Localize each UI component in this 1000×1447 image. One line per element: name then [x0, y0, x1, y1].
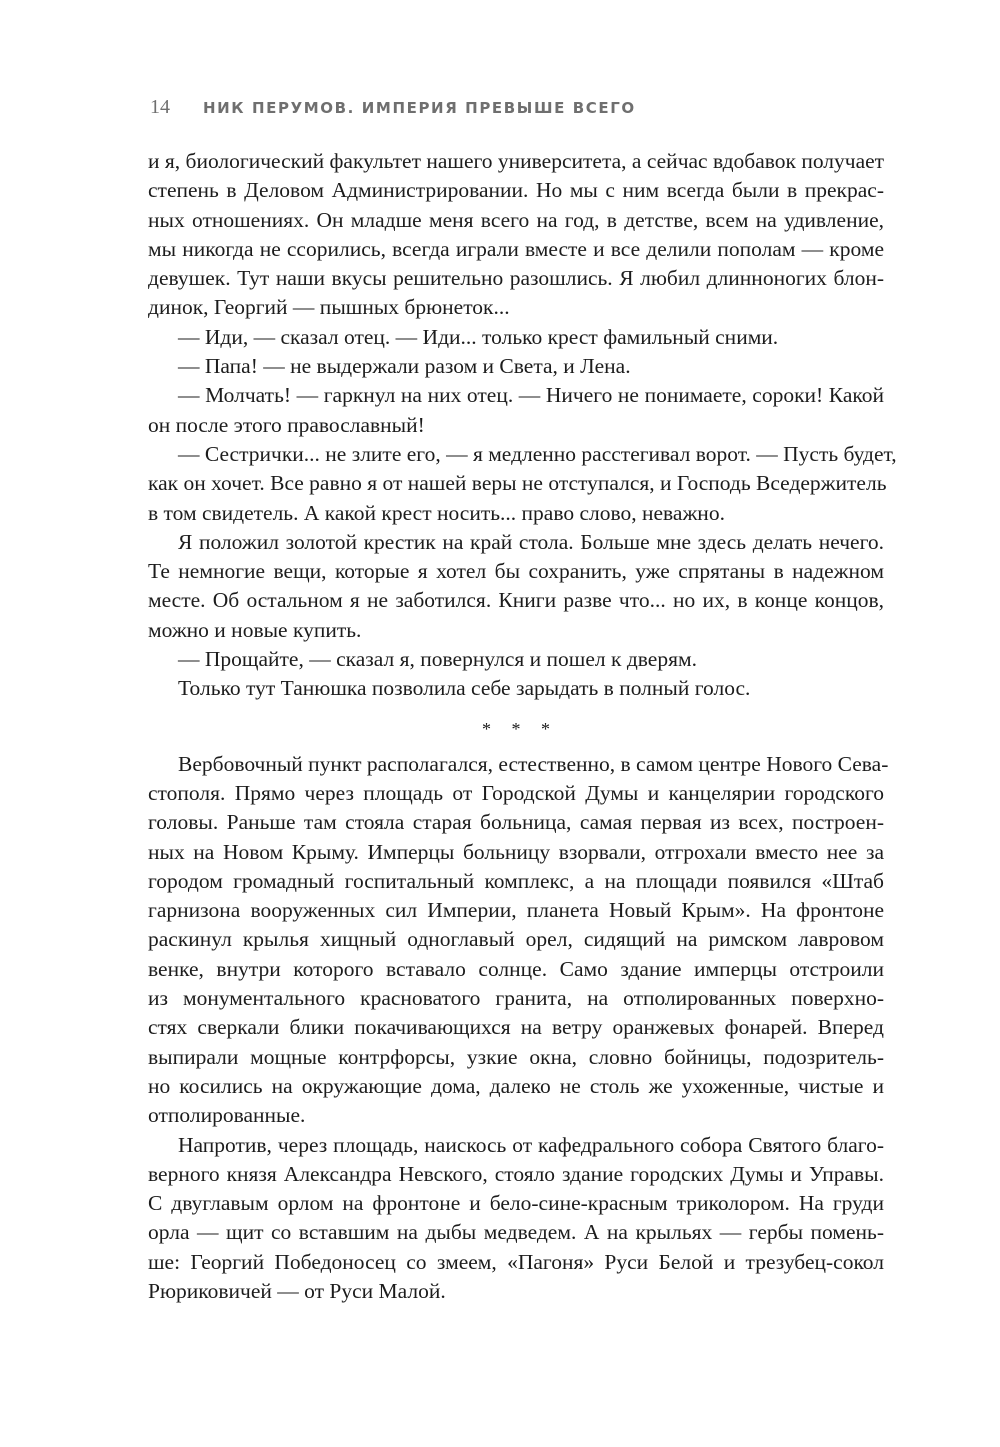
- text-line: головы. Раньше там стояла старая больница, самая первая из всех, построен-: [148, 810, 884, 835]
- text-line: раскинул крылья хищный одноглавый орел, сидящий на римском лавровом: [148, 927, 884, 952]
- text-line: и я, биологический факультет нашего университета, а сейчас вдобавок получает: [148, 149, 885, 173]
- text-line: степень в Деловом Администрировании. Но мы с ним всегда были в прекрас-: [148, 178, 884, 203]
- text-line: стополя. Прямо через площадь от Городской Думы и канцелярии городского: [148, 780, 884, 805]
- text-line: верного князя Александра Невского, стояло здание городских Думы и Управы.: [148, 1161, 884, 1186]
- text-line: городом громадный госпитальный комплекс, а на площади появился «Штаб: [148, 868, 884, 893]
- text-line: выпирали мощные контрфорсы, узкие окна, словно бойницы, подозритель-: [148, 1044, 884, 1069]
- text-line: отполированные.: [148, 1103, 306, 1128]
- text-line: Те немногие вещи, которые я хотел бы сохранить, уже спрятаны в надежном: [148, 559, 884, 584]
- text-line: Напротив, через площадь, наискось от кафедрального собора Святого благо-: [178, 1132, 884, 1157]
- text-line: из монументального красноватого гранита, на отполированных поверхно-: [148, 986, 884, 1011]
- text-line: ных на Новом Крыму. Имперцы больницу взорвали, отгрохали вместо нее за: [148, 839, 884, 864]
- page-body-text: [148, 147, 897, 1306]
- text-line: Только тут Танюшка позволила себе зарыдать в полный голос.: [178, 676, 751, 701]
- text-line: месте. Об остальном я не заботился. Книги разве что... но их, в конце концов,: [148, 588, 884, 613]
- text-line: ше: Георгий Победоносец со змеем, «Пагоня» Руси Белой и трезубец-сокол: [148, 1249, 884, 1274]
- text-line: венке, внутри которого вставало солнце. Само здание имперцы отстроили: [148, 956, 884, 981]
- text-line: девушек. Тут наши вкусы решительно разошлись. Я любил длинноногих блон-: [148, 266, 884, 291]
- text-line: — Сестрички... не злите его, — я медленно расстегивал ворот. — Пусть будет,: [178, 441, 897, 466]
- text-line: Вербовочный пункт располагался, естественно, в самом центре Нового Сева-: [178, 751, 889, 776]
- text-line: стях сверкали блики покачивающихся на ветру оранжевых фонарей. Вперед: [148, 1015, 884, 1040]
- text-line: ных отношениях. Он младше меня всего на год, в детстве, всем на удивление,: [148, 207, 884, 232]
- running-title: НИК ПЕРУМОВ. ИМПЕРИЯ ПРЕВЫШЕ ВСЕГО: [203, 99, 636, 117]
- text-line: орла — щит со вставшим на дыбы медведем. А на крыльях — гербы помень-: [148, 1220, 884, 1245]
- running-header: [150, 96, 636, 119]
- text-line: можно и новые купить.: [148, 617, 362, 642]
- text-line: — Иди, — сказал отец. — Иди... только крест фамильный сними.: [178, 324, 779, 349]
- text-line: — Молчать! — гаркнул на них отец. — Ничего не понимаете, сороки! Какой: [178, 383, 884, 408]
- text-line: но косились на окружающие дома, далеко не столь же ухоженные, чистые и: [148, 1073, 884, 1098]
- section-break: * * *: [482, 718, 558, 739]
- text-line: — Прощайте, — сказал я, повернулся и пошел к дверям.: [178, 647, 697, 672]
- text-line: динок, Георгий — пышных брюнеток...: [148, 295, 510, 320]
- text-line: С двуглавым орлом на фронтоне и бело-сине-красным триколором. На груди: [148, 1191, 884, 1216]
- text-line: в том свидетель. А какой крест носить... право слово, неважно.: [148, 500, 725, 525]
- text-line: Рюриковичей — от Руси Малой.: [148, 1278, 446, 1303]
- text-line: гарнизона вооруженных сил Империи, планета Новый Крым». На фронтоне: [148, 898, 884, 923]
- text-line: — Папа! — не выдержали разом и Света, и Лена.: [178, 354, 631, 379]
- text-line: мы никогда не ссорились, всегда играли вместе и все делили пополам — кроме: [148, 236, 884, 261]
- text-line: Я положил золотой крестик на край стола. Больше мне здесь делать нечего.: [178, 529, 884, 554]
- page-number: 14: [150, 96, 170, 118]
- text-line: как он хочет. Все равно я от нашей веры не отступался, и Господь Вседержитель: [148, 471, 887, 496]
- text-line: он после этого православный!: [148, 412, 425, 437]
